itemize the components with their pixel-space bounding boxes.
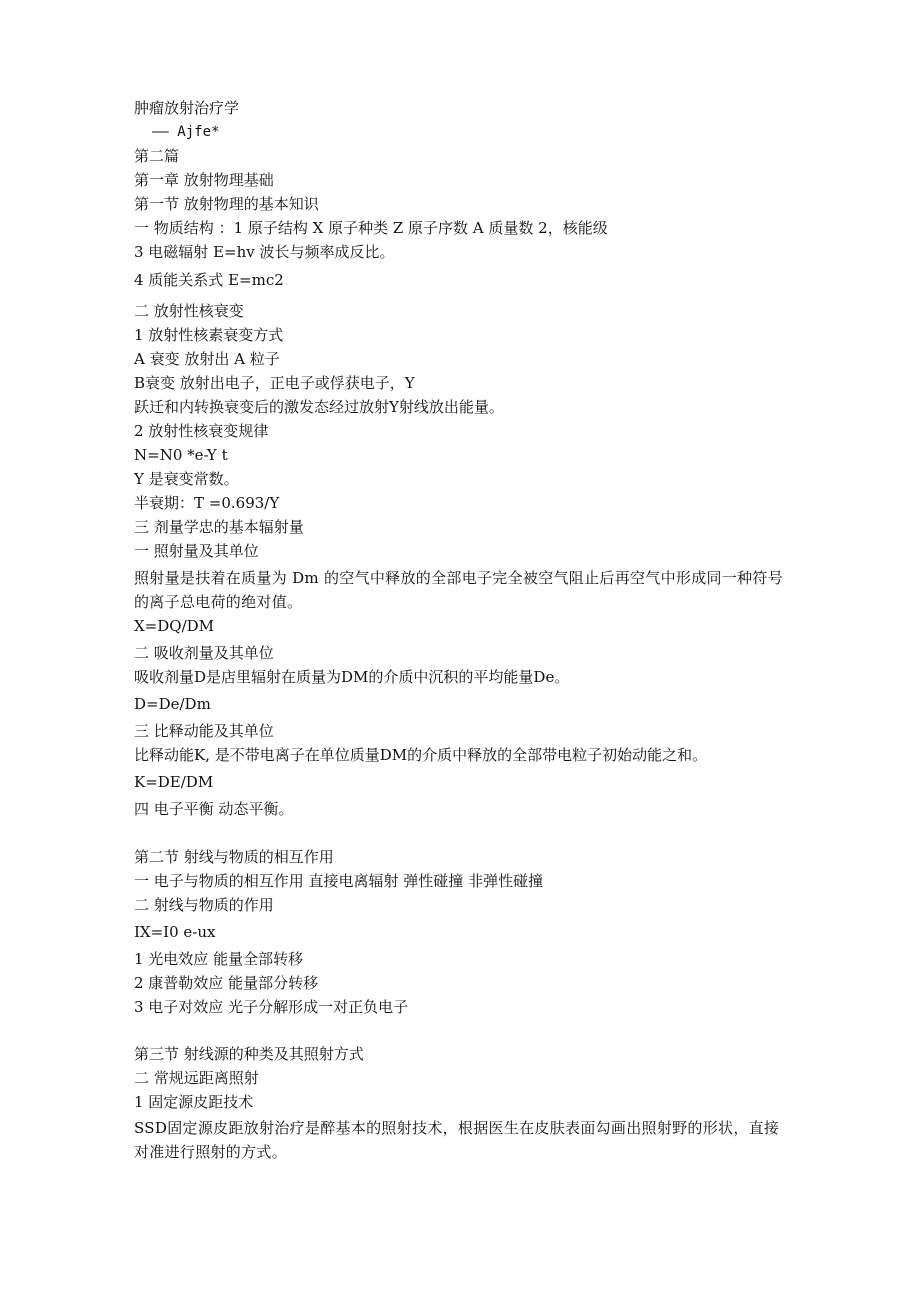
text-line: 1 光电效应 能量全部转移 [134,950,304,968]
section-heading: 第一节 放射物理的基本知识 [134,195,319,213]
text-line: 一 物质结构 ：1 原子结构 X 原子种类 Z 原子序数 A 质量数 2，核能级 [134,219,608,237]
text-line: B衰变 放射出电子，正电子或俘获电子，Y [134,374,415,392]
text-line: 2 康普勒效应 能量部分转移 [134,974,319,992]
text-line: 2 放射性核衰变规律 [134,422,269,440]
text-line: 一 电子与物质的相互作用 直接电离辐射 弹性碰撞 非弹性碰撞 [134,872,544,890]
subsection-heading: 二 吸收剂量及其单位 [134,644,274,662]
text-line: 4 质能关系式 E=mc2 [134,271,284,289]
text-line: 1 固定源皮距技术 [134,1093,254,1111]
formula: 半衰期：T =0.693/Y [134,494,280,512]
text-line: 1 放射性核素衰变方式 [134,326,284,344]
document-title: 肿瘤放射治疗学 [134,99,240,117]
paragraph: 比释动能K, 是不带电离子在单位质量DM的介质中释放的全部带电粒子初始动能之和。 [134,746,708,764]
subsection-heading: 二 放射性核衰变 [134,302,244,320]
paragraph: 照射量是扶着在质量为 Dm 的空气中释放的全部电子完全被空气阻止后再空气中形成同一种符号的离子总电荷的绝对值。 [134,569,783,611]
section-heading: 第二节 射线与物质的相互作用 [134,848,334,866]
subsection-heading: 二 常规远距离照射 [134,1069,259,1087]
subsection-heading: 三 剂量学忠的基本辐射量 [134,518,304,536]
paragraph: 吸收剂量D是店里辐射在质量为DM的介质中沉积的平均能量De。 [134,668,570,686]
formula: N=N0 *e-Y t [134,446,228,464]
formula: IX=I0 e-ux [134,923,216,941]
author-line: —— Ajfe* [152,124,220,140]
text-line: 四 电子平衡 动态平衡。 [134,800,294,818]
formula: K=DE/DM [134,773,214,791]
subsection-heading: 三 比释动能及其单位 [134,722,274,740]
section-heading: 第三节 射线源的种类及其照射方式 [134,1045,364,1063]
text-line: Y 是衰变常数。 [134,470,239,488]
subsection-heading: 一 照射量及其单位 [134,542,259,560]
subsection-heading: 二 射线与物质的作用 [134,896,274,914]
text-line: 跃迁和内转换衰变后的激发态经过放射Y射线放出能量。 [134,398,504,416]
formula: D=De/Dm [134,695,211,713]
text-line: 3 电磁辐射 E=hv 波长与频率成反比。 [134,243,395,261]
paragraph: SSD固定源皮距放射治疗是醉基本的照射技术，根据医生在皮肤表面勾画出照射野的形状，直接对准进行照射的方式。 [134,1119,780,1161]
text-line: A 衰变 放射出 A 粒子 [134,350,280,368]
text-line: 3 电子对效应 光子分解形成一对正负电子 [134,998,409,1016]
formula: X=DQ/DM [134,617,215,635]
part-heading: 第二篇 [134,147,180,165]
chapter-heading: 第一章 放射物理基础 [134,171,274,189]
